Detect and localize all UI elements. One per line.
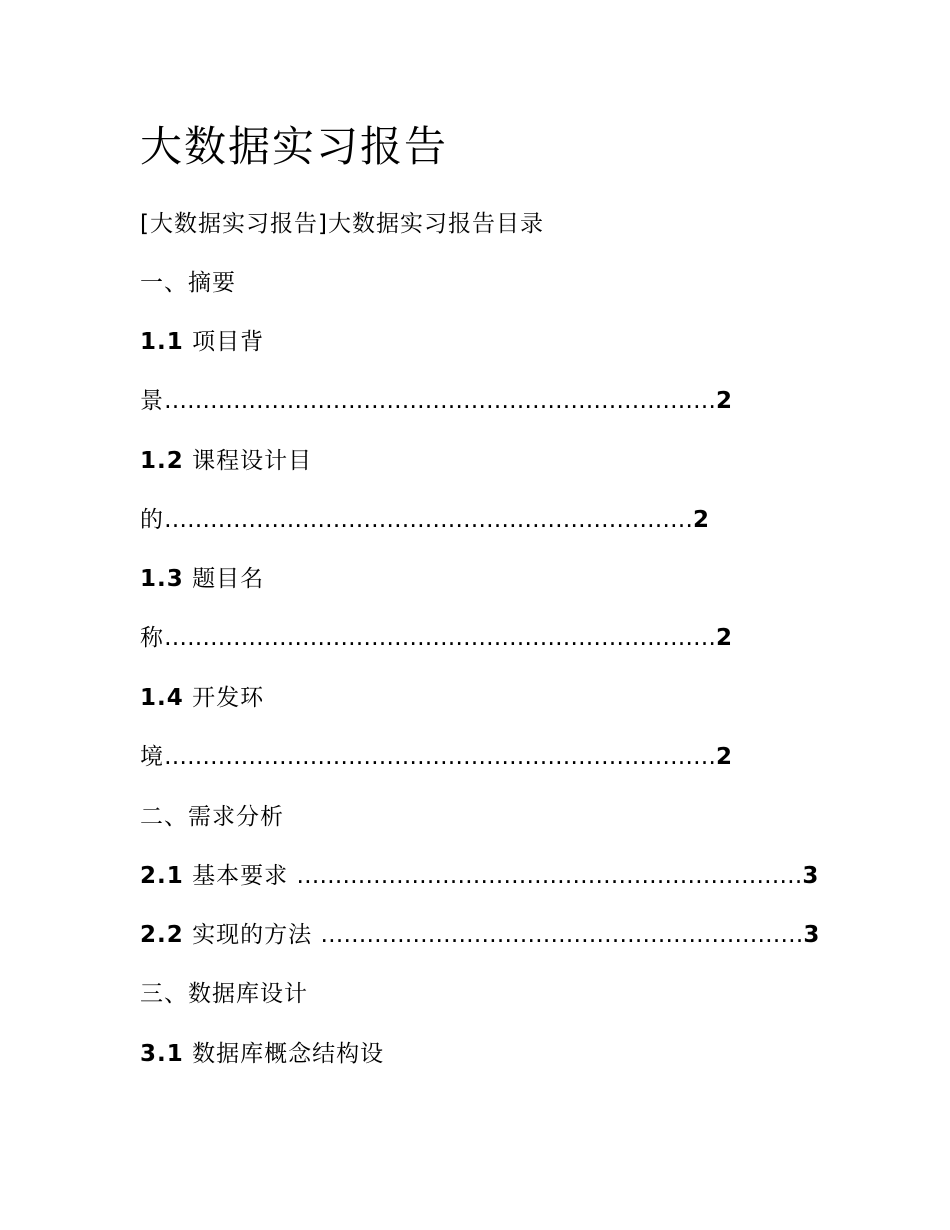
- toc-label: 项目背: [192, 329, 265, 355]
- toc-label: 二、需求分析: [140, 804, 284, 830]
- toc-number: 1.3: [140, 566, 184, 592]
- toc-number: 1.2: [140, 448, 184, 474]
- toc-label: 一、摘要: [140, 270, 236, 296]
- toc-label: 数据库概念结构设: [192, 1041, 385, 1067]
- toc-label: 景: [140, 388, 164, 414]
- toc-leader: ………………………………………………………………: [164, 744, 716, 770]
- toc-number: 2.1: [140, 863, 184, 889]
- toc-page-number: 2: [693, 507, 711, 533]
- toc-item-3-1: [140, 1043, 384, 1066]
- toc-section-1: [140, 272, 236, 295]
- toc-heading: [大数据实习报告]大数据实习报告目录: [140, 211, 544, 237]
- toc-item-1-1: [140, 331, 264, 354]
- toc-item-2-1: [140, 865, 819, 888]
- toc-label: 三、数据库设计: [140, 981, 308, 1007]
- toc-label: 开发环: [192, 685, 265, 711]
- toc-label: 的: [140, 507, 164, 533]
- toc-number: 3.1: [140, 1041, 184, 1067]
- toc-label: 境: [140, 744, 164, 770]
- toc-item-1-2-cont: [140, 509, 710, 532]
- toc-page-number: 2: [716, 388, 734, 414]
- toc-item-1-4: [140, 687, 264, 710]
- toc-page-number: 2: [716, 744, 734, 770]
- document-title: 大数据实习报告: [140, 122, 449, 171]
- toc-number: 2.2: [140, 922, 184, 948]
- toc-leader: ………………………………………………………: [320, 922, 804, 948]
- toc-item-1-4-cont: [140, 746, 733, 769]
- toc-label: 称: [140, 625, 164, 651]
- toc-number: 1.4: [140, 685, 184, 711]
- toc-page-number: 2: [716, 625, 734, 651]
- toc-leader: ………………………………………………………………: [164, 388, 716, 414]
- toc-page-number: 3: [803, 922, 821, 948]
- toc-page-number: 3: [802, 863, 820, 889]
- toc-leader: ……………………………………………………………: [164, 507, 693, 533]
- toc-label: 课程设计目: [192, 448, 313, 474]
- toc-label: 题目名: [192, 566, 265, 592]
- toc-label: 基本要求: [192, 863, 289, 889]
- toc-leader: …………………………………………………………: [296, 863, 803, 889]
- toc-label: 实现的方法: [192, 922, 313, 948]
- toc-item-1-3: [140, 568, 264, 591]
- toc-item-1-1-cont: [140, 390, 733, 413]
- toc-item-2-2: [140, 924, 820, 947]
- toc-leader: ………………………………………………………………: [164, 625, 716, 651]
- toc-item-1-2: [140, 450, 312, 473]
- toc-item-1-3-cont: [140, 627, 733, 650]
- toc-section-3: [140, 983, 308, 1006]
- toc-section-2: [140, 806, 284, 829]
- toc-number: 1.1: [140, 329, 184, 355]
